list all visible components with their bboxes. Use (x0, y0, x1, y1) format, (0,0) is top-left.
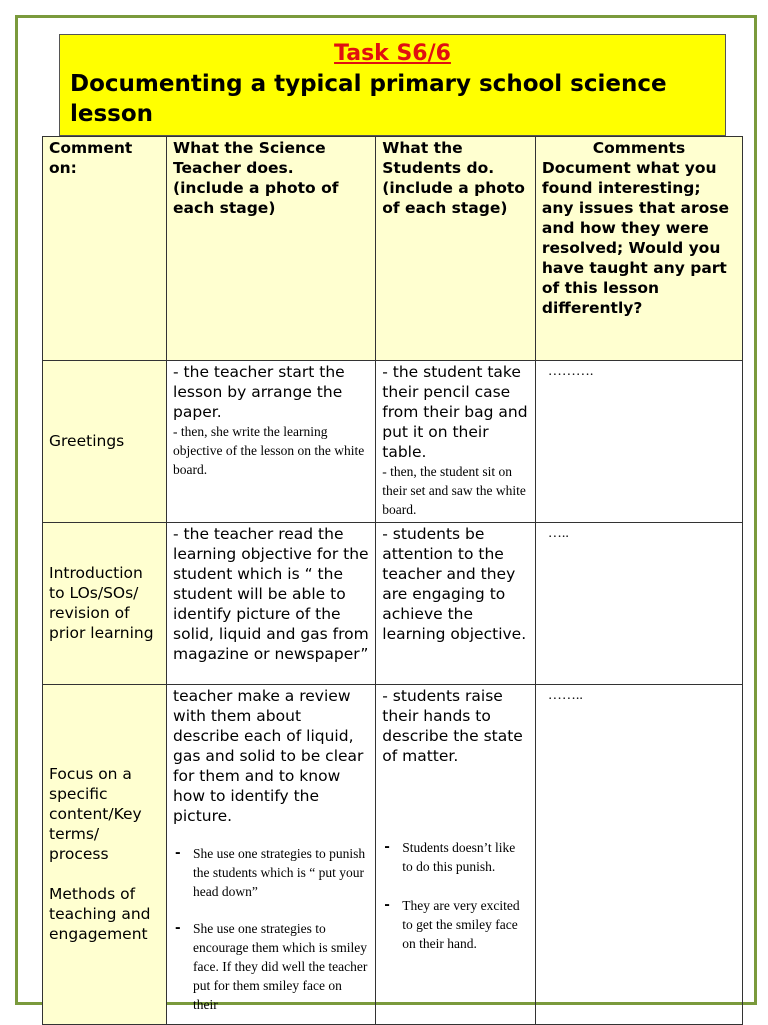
list-item: - Students doesn’t like to do this punish. (382, 838, 529, 876)
row-label-focus: Focus on a specific content/Key terms/ process (49, 765, 142, 863)
table-header-row (43, 137, 743, 361)
lesson-table (42, 136, 743, 1025)
list-item: - She use one strategies to punish the students which is “ put your head down” (173, 844, 369, 901)
students-text: - students raise their hands to describe the state of matter. (382, 687, 523, 765)
students-bullet-list (382, 838, 529, 953)
row-label: Greetings (43, 361, 167, 523)
teacher-cell (167, 685, 376, 1025)
teacher-cell (167, 361, 376, 523)
students-text: - students be attention to the teacher and they are engaging to achieve the learning objective. (382, 525, 527, 643)
comment-text: ….. (547, 526, 569, 541)
row-label: Introduction to LOs/SOs/ revision of prior learning (43, 523, 167, 685)
document-title: Documenting a typical primary school science lesson (70, 71, 667, 127)
comment-text: …….. (547, 688, 583, 703)
header-comment-on: Comment on: (43, 137, 167, 361)
list-item: - They are very excited to get the smiley face on their hand. (382, 896, 529, 953)
students-cell (376, 523, 536, 685)
comment-cell (535, 523, 742, 685)
header-comments-title: Comments (592, 139, 686, 157)
header-students: What the Students do. (include a photo of each stage) (376, 137, 536, 361)
comment-cell (535, 361, 742, 523)
students-text: - the student take their pencil case from their bag and put it on their table. (382, 363, 528, 461)
teacher-text: - the teacher read the learning objective for the student which is “ the student will be able to identify picture of the solid, liquid and gas from magazine or newspaper” (173, 525, 369, 663)
teacher-cell (167, 523, 376, 685)
title-banner (59, 34, 726, 136)
row-label-methods: Methods of teaching and engagement (49, 885, 151, 943)
comment-cell (535, 685, 742, 1025)
teacher-text: - the teacher start the lesson by arrange the paper. (173, 363, 345, 421)
header-comments-body: Document what you found interesting; any issues that arose and how they were resolved; Would you have taught any part of this lesson differently? (541, 159, 730, 317)
header-comments (535, 137, 742, 361)
teacher-bullet-list (173, 844, 369, 1014)
list-item: - She use one strategies to encourage them which is smiley face. If they did well the teacher put for them smiley face on their (173, 919, 369, 1014)
table-row (43, 361, 743, 523)
teacher-text-extra: - then, she write the learning objective of the lesson on the white board. (173, 424, 365, 477)
table-row (43, 685, 743, 1025)
row-label (43, 685, 167, 1025)
table-row (43, 523, 743, 685)
students-text-extra: - then, the student sit on their set and saw the white board. (382, 464, 526, 517)
students-cell (376, 361, 536, 523)
students-cell (376, 685, 536, 1025)
teacher-text: teacher make a review with them about describe each of liquid, gas and solid to be clear for them and to know how to identify the picture. (173, 687, 364, 825)
header-teacher: What the Science Teacher does. (include a photo of each stage) (167, 137, 376, 361)
task-label: Task S6/6 (334, 41, 451, 66)
comment-text: ………. (547, 364, 594, 379)
